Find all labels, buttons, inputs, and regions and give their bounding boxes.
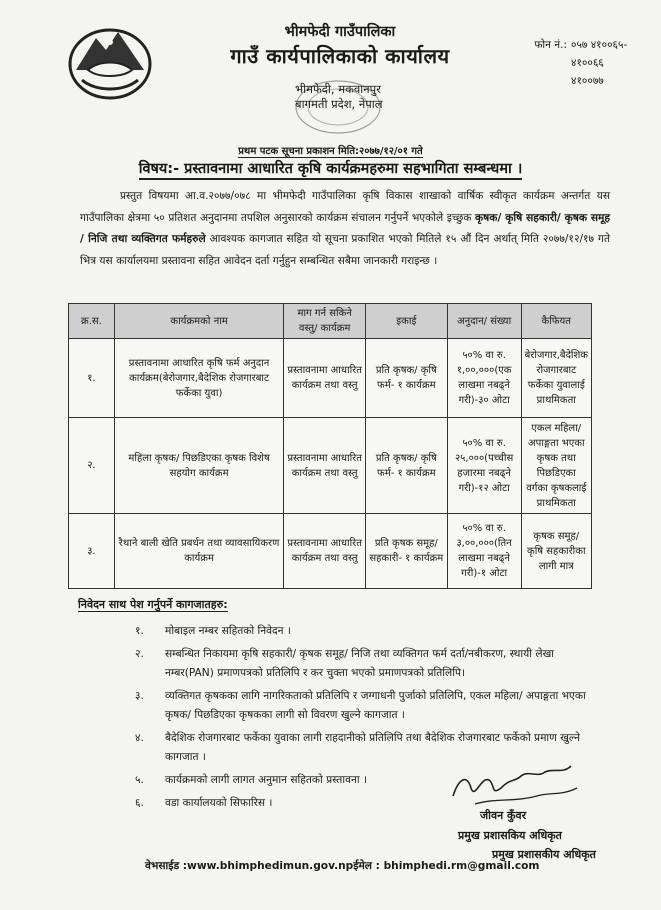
phone-number: ४१००६६ [571,57,604,69]
list-item [135,687,605,725]
letterhead [180,22,500,70]
table-cell: ५०% वा रु. १,००,०००(एक लाखमा नबढ्ने गरी)-३० ओटा [447,339,521,418]
list-item-number: ६. [135,797,144,809]
phone-number: ०५७ ४१००६५- [571,39,628,51]
body-text-bold: कृषक/ कृषि सहकारी/ कृषक समूह / निजि तथा व्यक्तिगत फर्महरुले [80,211,610,245]
table-header: कैफियत [521,304,591,339]
contact-info: वेभसाईड :www.bhimphedimun.gov.npईमेल : bhimphedi.rm@gmail.com [145,860,540,872]
table-header: कार्यक्रमको नाम [114,304,283,339]
table-cell: ३. [69,514,115,589]
docs-heading [78,597,228,612]
body-text-part1: प्रस्तुत विषयमा आ.व.२०७७/०७८ मा भीमफेदी गाउँपालिका कृषि विकास शाखाको वार्षिक स्वीकृत कार्यक्रम अन्तर्गत यस गाउँपालिका क्षेत्रमा ५० प्रतिशत अनुदानमा तपशिल अनुसारको कार्यक्रम संचालन गर्नुपर्ने भएकोले इच्छुक [80,190,610,224]
list-item-number: १. [135,625,144,637]
table-cell: ५०% वा रु. २५,०००(पच्चीस हजारमा नबढ्ने गरी)-१२ ओटा [447,418,521,514]
table-cell: प्रति कृषक/ कृषि फर्म- १ कार्यक्रम [366,339,448,418]
program-table [68,303,592,589]
list-item-number: ५. [135,774,144,786]
list-item-text: मोबाइल नम्बर सहितको निवेदन । [165,625,291,637]
table-cell: बेरोजगार,बैदेशिक रोजगारबाट फर्केका युवालाई प्राथमिकता [521,339,591,418]
signer-designation: प्रमुख प्रशासकिय अधिकृत [458,829,562,842]
table-header: माग गर्न सकिने वस्तु/ कार्यक्रम [284,304,366,339]
list-item [135,622,605,641]
table-row [69,339,592,418]
list-item-number: ४. [135,732,144,744]
list-item-text: व्यक्तिगत कृषकका लागि नागरिकताको प्रतिलिपि र जग्गाधनी पुर्जाको प्रतिलिपि, एकल महिला/ अपाङ्गता भएका कृषक/ पिछडिएका कृषकका लागी सो विवरण खुल्ने कागजात । [165,690,586,721]
notice-date-text: प्रथम पटक सूचना प्रकाशन मिति:२०७७/१२/०१ गते [238,146,423,157]
phone-label: फोन नं.: [534,39,567,51]
table-header-row [69,304,592,339]
subject-line [0,158,661,178]
table-row [69,418,592,514]
table-header: अनुदान/ संख्या [447,304,521,339]
office-address [295,82,405,112]
signer-name: जीवन कुँवर [480,809,527,822]
handwritten-signature [445,758,595,812]
table-header: इकाई [366,304,448,339]
table-cell: २. [69,418,115,514]
phone-block [505,36,627,90]
municipality-name: भीमफेदी गाउँपालिका [284,24,396,40]
table-cell: प्रस्तावनामा आधारित कार्यक्रम तथा वस्तु [284,514,366,589]
table-row [69,514,592,589]
body-text-part2: आवश्यक कागजात सहित यो सूचना प्रकाशित भएको मितिले १५ औं दिन अर्थात् मिति २०७७/१२/१७ गते भित्र यस कार्यालयमा प्रस्तावना सहित आवेदन दर्ता गर्नुहुन सम्बन्धित सबैमा जानकारी गराइन्छ । [80,233,611,267]
list-item-text: कार्यक्रमको लागी लागत अनुमान सहितको प्रस्तावना । [165,774,367,786]
table-cell: प्रति कृषक समूह/ सहकारी- १ कार्यक्रम [366,514,448,589]
list-item-text: वडा कार्यालयको सिफारिस । [165,797,273,809]
table-header: क्र.स. [69,304,115,339]
list-item-text: बैदेशिक रोजगारबाट फर्केका युवाका लागी राहदानीको प्रतिलिपि तथा बैदेशिक रोजगारबाट फर्केको प्रमाण खुल्ने कागजात । [165,732,581,763]
subject-text: विषय:- प्रस्तावनामा आधारित कृषि कार्यक्रमहरुमा सहभागिता सम्बन्धमा । [139,161,523,180]
stamp-designation: प्रमुख प्रशासकीय अधिकृत [492,848,596,861]
office-name: गाउँ कार्यपालिकाको कार्यालय [230,44,450,68]
table-cell: १. [69,339,115,418]
list-item-number: २. [135,648,144,660]
table-cell: ५०% वा रु. ३,००,०००(तिन लाखमा नबढ्ने गरी)-१ ओटा [447,514,521,589]
table-cell: प्रस्तावनामा आधारित कृषि फर्म अनुदान कार्यक्रम(बेरोजगार,बैदेशिक रोजगारबाट फर्केका युवा) [114,339,283,418]
table-cell: प्रति कृषक/ कृषि फर्म- १ कार्यक्रम [366,418,448,514]
list-item-text: सम्बन्धित निकायमा कृषि सहकारी/ कृषक समूह/ निजि तथा व्यक्तिगत फर्म दर्ता/नबीकरण, स्थायी लेखा नम्बर(PAN) प्रमाणपत्रको प्रतिलिपि र कर चुक्ता भएको प्रमाणपत्रको प्रतिलिपि। [165,648,554,679]
body-paragraph [80,186,610,272]
list-item-number: ३. [135,690,144,702]
table-cell: एकल महिला/ अपाङ्गता भएका कृषक तथा पिछडिएका वर्गका कृषकलाई प्राथमिकता [521,418,591,514]
table-cell: रैथाने बाली खेति प्रबर्धन तथा व्यावसायिकरण कार्यक्रम [114,514,283,589]
table-cell: कृषक समूह/ कृषि सहकारीका लागी मात्र [521,514,591,589]
address-line-1: भीमफेदी, मकवानपुर [295,82,381,96]
docs-heading-text: निवेदन साथ पेश गर्नुपर्ने कागजातहरु: [78,598,228,611]
phone-number: ४१००७७ [571,75,604,87]
table-cell: प्रस्तावनामा आधारित कार्यक्रम तथा वस्तु [284,418,366,514]
address-line-2: बागमती प्रदेश, नेपाल [295,97,383,111]
table-cell: प्रस्तावनामा आधारित कार्यक्रम तथा वस्तु [284,339,366,418]
nepal-emblem-icon [62,20,158,102]
table-cell: महिला कृषक/ पिछडिएका कृषक विशेष सहयोग कार्यक्रम [114,418,283,514]
notice-date [0,143,661,157]
list-item [135,645,605,683]
